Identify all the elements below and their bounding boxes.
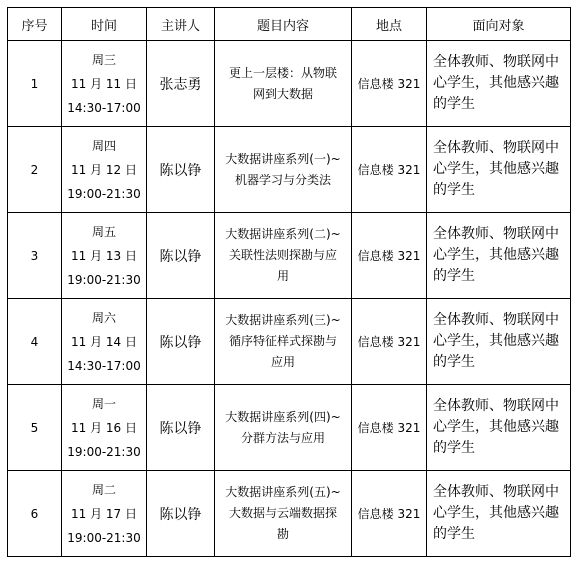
place-text: 信息楼 321 (352, 127, 427, 213)
hours-text: 19:00-21:30 (67, 186, 141, 201)
date-text: 11 月 11 日 (71, 76, 137, 91)
topic-cell (215, 385, 352, 471)
header-row (8, 8, 571, 41)
speaker-name: 陈以铮 (147, 471, 215, 557)
weekday-text: 周一 (91, 396, 116, 411)
time-cell (62, 41, 147, 127)
table-row (8, 385, 571, 471)
table-row (8, 41, 571, 127)
topic-cell (215, 213, 352, 299)
speaker-name: 陈以铮 (147, 299, 215, 385)
weekday-text: 周五 (91, 224, 116, 239)
topic-line: 关联性法则探勘与应 (228, 248, 337, 262)
header-place: 地点 (352, 8, 427, 41)
topic-line: 大数据讲座系列(二)~ (225, 227, 341, 241)
topic-line: 勘 (276, 527, 289, 541)
topic-line: 分群方法与应用 (240, 430, 325, 445)
topic-line: 大数据讲座系列(三)~ (225, 313, 341, 327)
row-number: 1 (8, 41, 62, 127)
audience-text: 全体教师、物联网中心学生，其他感兴趣的学生 (427, 385, 571, 471)
date-text: 11 月 16 日 (71, 420, 137, 435)
date-text: 11 月 13 日 (71, 248, 137, 263)
header-speaker: 主讲人 (147, 8, 215, 41)
place-text: 信息楼 321 (352, 299, 427, 385)
topic-line: 更上一层楼：从物联 (228, 65, 337, 80)
hours-text: 14:30-17:00 (67, 358, 141, 373)
weekday-text: 周三 (91, 52, 116, 67)
weekday-text: 周六 (91, 310, 116, 325)
place-text: 信息楼 321 (352, 385, 427, 471)
speaker-name: 张志勇 (147, 41, 215, 127)
date-text: 11 月 12 日 (71, 162, 137, 177)
time-cell (62, 213, 147, 299)
place-text: 信息楼 321 (352, 41, 427, 127)
topic-line: 网到大数据 (252, 86, 313, 101)
hours-text: 14:30-17:00 (67, 100, 141, 115)
topic-line: 应用 (270, 355, 295, 369)
topic-line: 用 (276, 269, 289, 283)
time-cell (62, 127, 147, 213)
hours-text: 19:00-21:30 (67, 530, 141, 545)
row-number: 6 (8, 471, 62, 557)
topic-line: 大数据讲座系列(一)~ (225, 151, 341, 166)
row-number: 3 (8, 213, 62, 299)
topic-cell (215, 41, 352, 127)
place-text: 信息楼 321 (352, 213, 427, 299)
speaker-name: 陈以铮 (147, 385, 215, 471)
time-cell (62, 299, 147, 385)
topic-line: 大数据讲座系列(五)~ (225, 485, 341, 499)
table-row (8, 213, 571, 299)
topic-line: 大数据与云端数据探 (228, 506, 337, 520)
hours-text: 19:00-21:30 (67, 444, 141, 459)
lecture-schedule-table (7, 7, 571, 557)
header-time: 时间 (62, 8, 147, 41)
date-text: 11 月 17 日 (71, 506, 137, 521)
topic-cell (215, 299, 352, 385)
time-cell (62, 471, 147, 557)
table-row (8, 299, 571, 385)
topic-line: 循序特征样式探勘与 (228, 334, 337, 348)
audience-text: 全体教师、物联网中心学生，其他感兴趣的学生 (427, 127, 571, 213)
audience-text: 全体教师、物联网中心学生，其他感兴趣的学生 (427, 471, 571, 557)
weekday-text: 周二 (91, 482, 116, 497)
weekday-text: 周四 (91, 138, 116, 153)
speaker-name: 陈以铮 (147, 127, 215, 213)
audience-text: 全体教师、物联网中心学生，其他感兴趣的学生 (427, 41, 571, 127)
topic-line: 大数据讲座系列(四)~ (225, 409, 341, 424)
topic-cell (215, 127, 352, 213)
place-text: 信息楼 321 (352, 471, 427, 557)
schedule-body (8, 41, 571, 557)
table-row (8, 127, 571, 213)
audience-text: 全体教师、物联网中心学生，其他感兴趣的学生 (427, 299, 571, 385)
header-no: 序号 (8, 8, 62, 41)
speaker-name: 陈以铮 (147, 213, 215, 299)
table-row (8, 471, 571, 557)
topic-line: 机器学习与分类法 (234, 172, 331, 187)
row-number: 4 (8, 299, 62, 385)
header-topic: 题目内容 (215, 8, 352, 41)
time-cell (62, 385, 147, 471)
row-number: 2 (8, 127, 62, 213)
date-text: 11 月 14 日 (71, 334, 137, 349)
row-number: 5 (8, 385, 62, 471)
topic-cell (215, 471, 352, 557)
hours-text: 19:00-21:30 (67, 272, 141, 287)
audience-text: 全体教师、物联网中心学生，其他感兴趣的学生 (427, 213, 571, 299)
header-audience: 面向对象 (427, 8, 571, 41)
